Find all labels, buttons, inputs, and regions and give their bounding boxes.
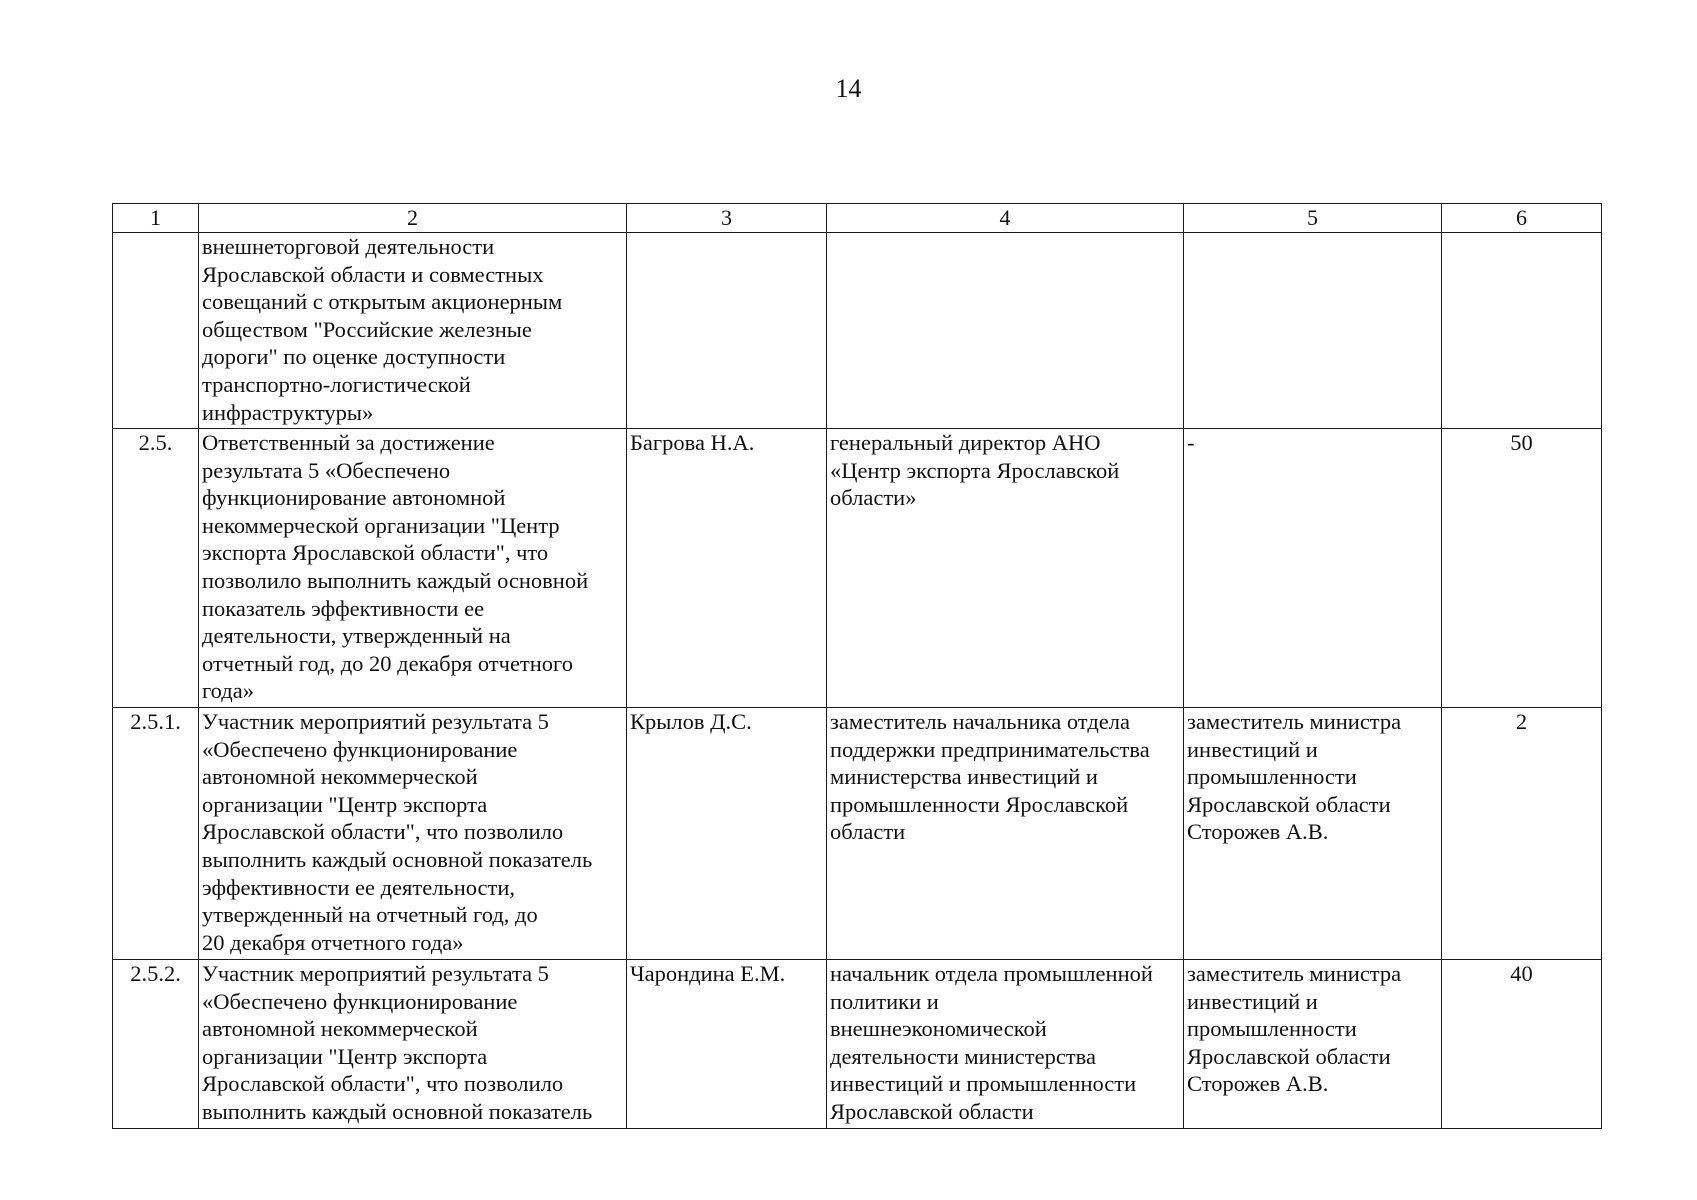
supervisor-line: Сторожев А.В. xyxy=(1187,1071,1329,1097)
description-line: совещаний с открытым акционерным xyxy=(202,289,563,315)
row-value: 40 xyxy=(1442,960,1602,1129)
description-line: выполнить каждый основной показатель xyxy=(202,846,593,872)
position-line: области» xyxy=(830,485,917,511)
description-line: выполнить каждый основной показатель xyxy=(202,1098,593,1124)
supervisor-line: заместитель министра xyxy=(1187,961,1402,986)
supervisor-line: промышленности xyxy=(1187,764,1357,790)
supervisor-line: - xyxy=(1187,430,1195,455)
row-number xyxy=(113,233,199,429)
row-description xyxy=(199,429,627,708)
column-header-3: 3 xyxy=(627,204,827,233)
row-value xyxy=(1442,233,1602,429)
description-line: показатель эффективности ее xyxy=(202,595,485,621)
row-person xyxy=(627,233,827,429)
description-line: позволило выполнить каждый основной xyxy=(202,567,589,593)
position-line: деятельности министерства xyxy=(830,1043,1096,1069)
row-number: 2.5. xyxy=(113,429,199,708)
description-line: Ярославской области", что позволило xyxy=(202,819,564,845)
row-person: Багрова Н.А. xyxy=(627,429,827,708)
description-line: Участник мероприятий результата 5 xyxy=(202,709,549,734)
description-line: организации "Центр экспорта xyxy=(202,791,488,817)
row-position xyxy=(827,960,1184,1129)
row-position xyxy=(827,233,1184,429)
column-header-5: 5 xyxy=(1184,204,1442,233)
supervisor-line: Ярославской области xyxy=(1187,791,1391,817)
description-line: года» xyxy=(202,678,254,704)
description-line: дороги" по оценке доступности xyxy=(202,344,506,370)
description-line: функционирование автономной xyxy=(202,485,506,511)
description-line: Ярославской области", что позволило xyxy=(202,1071,564,1097)
row-supervisor xyxy=(1184,233,1442,429)
description-line: результата 5 «Обеспечено xyxy=(202,457,451,483)
position-line: Ярославской области xyxy=(830,1098,1034,1124)
description-line: 20 декабря отчетного года» xyxy=(202,929,464,955)
row-description xyxy=(199,960,627,1129)
row-supervisor xyxy=(1184,708,1442,960)
position-line: поддержки предпринимательства xyxy=(830,736,1150,762)
row-supervisor xyxy=(1184,960,1442,1129)
description-line: отчетный год, до 20 декабря отчетного xyxy=(202,650,573,676)
table-row xyxy=(113,708,1602,960)
column-header-1: 1 xyxy=(113,204,199,233)
column-header-6: 6 xyxy=(1442,204,1602,233)
table-header-row xyxy=(113,204,1602,233)
description-line: деятельности, утвержденный на xyxy=(202,623,511,649)
position-line: министерства инвестиций и xyxy=(830,764,1098,790)
description-line: внешнеторговой деятельности xyxy=(202,234,495,259)
row-person: Чарондина Е.М. xyxy=(627,960,827,1129)
position-line: «Центр экспорта Ярославской xyxy=(830,457,1120,483)
description-line: некоммерческой организации "Центр xyxy=(202,512,560,538)
table-row xyxy=(113,233,1602,429)
row-description xyxy=(199,233,627,429)
description-line: Участник мероприятий результата 5 xyxy=(202,961,549,986)
position-line: политики и xyxy=(830,988,939,1014)
description-line: утвержденный на отчетный год, до xyxy=(202,902,538,928)
description-line: инфраструктуры» xyxy=(202,399,374,425)
description-line: «Обеспечено функционирование xyxy=(202,988,518,1014)
description-line: транспортно-логистической xyxy=(202,371,471,397)
description-line: Ответственный за достижение xyxy=(202,430,495,455)
row-value: 50 xyxy=(1442,429,1602,708)
supervisor-line: Ярославской области xyxy=(1187,1043,1391,1069)
position-line: внешнеэкономической xyxy=(830,1016,1047,1042)
supervisor-line: заместитель министра xyxy=(1187,709,1402,734)
position-line: заместитель начальника отдела xyxy=(830,709,1130,734)
row-value: 2 xyxy=(1442,708,1602,960)
position-line: промышленности Ярославской xyxy=(830,791,1129,817)
supervisor-line: инвестиций и xyxy=(1187,988,1318,1014)
supervisor-line: промышленности xyxy=(1187,1016,1357,1042)
description-line: автономной некоммерческой xyxy=(202,764,478,790)
row-number: 2.5.2. xyxy=(113,960,199,1129)
description-line: обществом "Российские железные xyxy=(202,316,532,342)
responsibility-table xyxy=(112,203,1602,1129)
row-position xyxy=(827,708,1184,960)
page-number: 14 xyxy=(835,74,862,103)
row-person: Крылов Д.С. xyxy=(627,708,827,960)
table-row xyxy=(113,960,1602,1129)
row-supervisor xyxy=(1184,429,1442,708)
description-line: экспорта Ярославской области", что xyxy=(202,540,549,566)
description-line: эффективности ее деятельности, xyxy=(202,874,516,900)
position-line: начальник отдела промышленной xyxy=(830,961,1153,986)
position-line: области xyxy=(830,819,906,845)
description-line: автономной некоммерческой xyxy=(202,1016,478,1042)
supervisor-line: инвестиций и xyxy=(1187,736,1318,762)
column-header-2: 2 xyxy=(199,204,627,233)
position-line: инвестиций и промышленности xyxy=(830,1071,1137,1097)
column-header-4: 4 xyxy=(827,204,1184,233)
description-line: «Обеспечено функционирование xyxy=(202,736,518,762)
row-description xyxy=(199,708,627,960)
description-line: Ярославской области и совместных xyxy=(202,261,544,287)
supervisor-line: Сторожев А.В. xyxy=(1187,819,1329,845)
description-line: организации "Центр экспорта xyxy=(202,1043,488,1069)
row-number: 2.5.1. xyxy=(113,708,199,960)
position-line: генеральный директор АНО xyxy=(830,430,1101,455)
table-row xyxy=(113,429,1602,708)
row-position xyxy=(827,429,1184,708)
